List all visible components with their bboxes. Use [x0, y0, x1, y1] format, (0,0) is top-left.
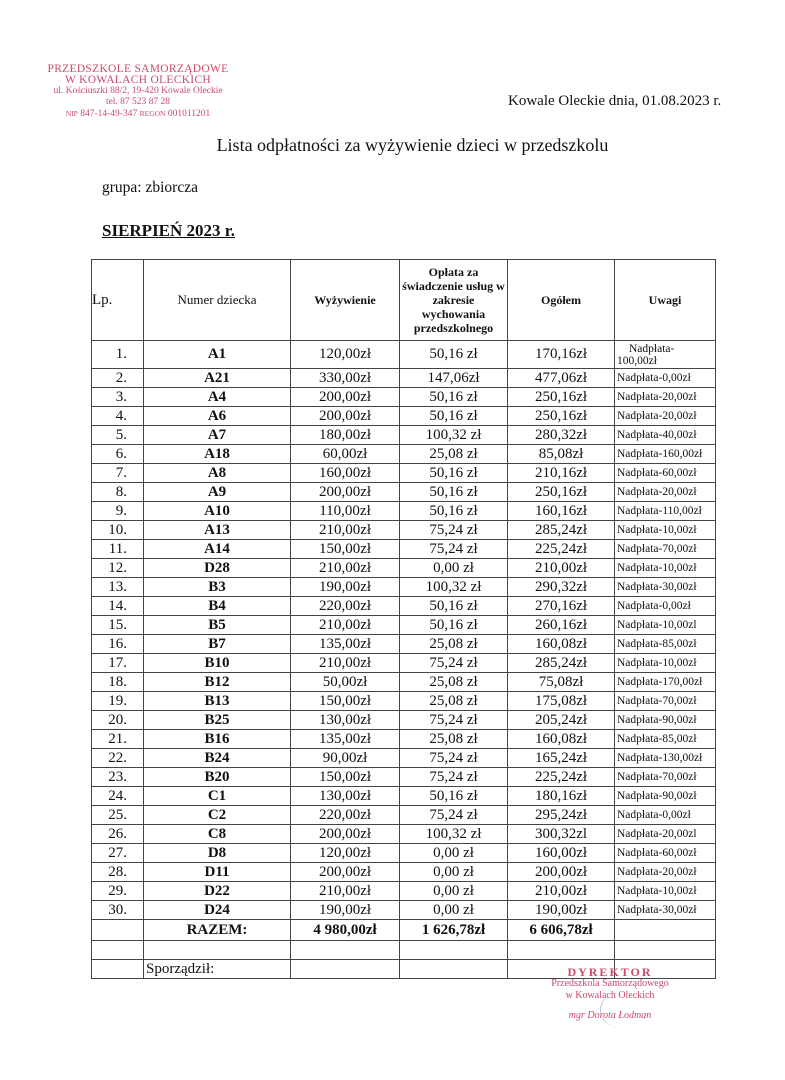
- row-note: Nadpłata-20,00zl: [615, 825, 716, 844]
- row-child-number: A21: [144, 369, 291, 388]
- row-service-fee: 0,00 zł: [400, 559, 508, 578]
- row-child-number: B7: [144, 635, 291, 654]
- totals-label: RAZEM:: [144, 920, 291, 941]
- row-lp: 9.: [92, 502, 144, 521]
- table-row: [92, 388, 716, 407]
- row-meals: 90,00zł: [291, 749, 400, 768]
- table-row: [92, 635, 716, 654]
- row-lp: 15.: [92, 616, 144, 635]
- row-total: 205,24zł: [508, 711, 615, 730]
- header-notes: Uwagi: [615, 260, 716, 341]
- director-institution: Przedszkola Samorządowego: [551, 978, 669, 989]
- row-lp: 19.: [92, 692, 144, 711]
- row-meals: 220,00zł: [291, 597, 400, 616]
- row-lp: 10.: [92, 521, 144, 540]
- row-note: Nadpłata-20,00zł: [615, 388, 716, 407]
- row-total: 260,16zł: [508, 616, 615, 635]
- table-row: [92, 502, 716, 521]
- table-row: [92, 692, 716, 711]
- row-child-number: B13: [144, 692, 291, 711]
- table-row: [92, 711, 716, 730]
- row-meals: 120,00zł: [291, 341, 400, 369]
- row-lp: 30.: [92, 901, 144, 920]
- header-service-fee: Opłata za świadczenie usług w zakresie wychowania przedszkolnego: [400, 260, 508, 341]
- row-total: 210,00zł: [508, 882, 615, 901]
- row-note: Nadpłata-10,00zł: [615, 882, 716, 901]
- row-service-fee: 75,24 zł: [400, 654, 508, 673]
- row-child-number: D11: [144, 863, 291, 882]
- row-meals: 200,00zł: [291, 407, 400, 426]
- row-note: Nadpłata-170,00zł: [615, 673, 716, 692]
- empty-cell: [291, 941, 400, 960]
- table-row: [92, 844, 716, 863]
- row-total: 160,08zł: [508, 635, 615, 654]
- row-service-fee: 25,08 zł: [400, 673, 508, 692]
- row-child-number: B10: [144, 654, 291, 673]
- row-note: Nadpłata-85,00zł: [615, 730, 716, 749]
- header-child-number: Numer dziecka: [144, 260, 291, 341]
- row-total: 285,24zł: [508, 521, 615, 540]
- row-service-fee: 100,32 zł: [400, 825, 508, 844]
- table-row: [92, 369, 716, 388]
- row-service-fee: 50,16 zł: [400, 341, 508, 369]
- empty-cell: [92, 941, 144, 960]
- row-meals: 160,00zł: [291, 464, 400, 483]
- row-total: 300,32zl: [508, 825, 615, 844]
- row-service-fee: 75,24 zł: [400, 768, 508, 787]
- row-note: Nadpłata-160,00zł: [615, 445, 716, 464]
- row-meals: 150,00zł: [291, 768, 400, 787]
- table-row: [92, 768, 716, 787]
- stamp-phone: tel. 87 523 87 28: [105, 97, 171, 107]
- header-lp: Lp.: [92, 260, 144, 341]
- row-child-number: A4: [144, 388, 291, 407]
- table-row: [92, 901, 716, 920]
- empty-cell: [400, 960, 508, 979]
- fees-table: [91, 259, 716, 979]
- row-note: Nadpłata-60,00zł: [615, 844, 716, 863]
- row-lp: 17.: [92, 654, 144, 673]
- row-child-number: B25: [144, 711, 291, 730]
- row-child-number: B16: [144, 730, 291, 749]
- row-note: Nadpłata-40,00zł: [615, 426, 716, 445]
- empty-cell: [615, 941, 716, 960]
- row-lp: 20.: [92, 711, 144, 730]
- director-name: mgr Dorota Łodman: [568, 1010, 652, 1021]
- table-row: [92, 341, 716, 369]
- row-lp: 24.: [92, 787, 144, 806]
- row-total: 270,16zł: [508, 597, 615, 616]
- row-lp: 23.: [92, 768, 144, 787]
- row-note: Nadpłata-0,00zł: [615, 369, 716, 388]
- row-child-number: B5: [144, 616, 291, 635]
- row-meals: 130,00zł: [291, 711, 400, 730]
- row-child-number: A18: [144, 445, 291, 464]
- row-service-fee: 50,16 zł: [400, 464, 508, 483]
- row-total: 210,00zł: [508, 559, 615, 578]
- row-child-number: B3: [144, 578, 291, 597]
- row-lp: 25.: [92, 806, 144, 825]
- table-row: [92, 787, 716, 806]
- totals-total: 6 606,78zł: [508, 920, 615, 941]
- row-child-number: A1: [144, 341, 291, 369]
- row-lp: 4.: [92, 407, 144, 426]
- row-total: 295,24zł: [508, 806, 615, 825]
- row-total: 175,08zł: [508, 692, 615, 711]
- table-row: [92, 825, 716, 844]
- row-note: [615, 341, 716, 369]
- row-meals: 130,00zł: [291, 787, 400, 806]
- row-total: 75,08zł: [508, 673, 615, 692]
- row-meals: 210,00zł: [291, 521, 400, 540]
- table-row: [92, 597, 716, 616]
- row-meals: 200,00zł: [291, 825, 400, 844]
- row-meals: 135,00zł: [291, 730, 400, 749]
- row-total: 250,16zł: [508, 483, 615, 502]
- row-lp: 16.: [92, 635, 144, 654]
- row-note: Nadpłata-10,00zł: [615, 559, 716, 578]
- row-service-fee: 25,08 zł: [400, 730, 508, 749]
- row-lp: 11.: [92, 540, 144, 559]
- row-child-number: A10: [144, 502, 291, 521]
- row-child-number: A13: [144, 521, 291, 540]
- table-row: [92, 730, 716, 749]
- empty-cell: [291, 960, 400, 979]
- stamp-regon-label: REGON: [139, 109, 166, 118]
- row-lp: 29.: [92, 882, 144, 901]
- row-meals: 200,00zł: [291, 483, 400, 502]
- row-service-fee: 75,24 zł: [400, 521, 508, 540]
- empty-cell: [400, 941, 508, 960]
- row-service-fee: 50,16 zł: [400, 502, 508, 521]
- row-service-fee: 50,16 zł: [400, 388, 508, 407]
- row-service-fee: 75,24 zł: [400, 749, 508, 768]
- row-note: Nadpłata-70,00zł: [615, 692, 716, 711]
- row-meals: 210,00zł: [291, 654, 400, 673]
- group-label: grupa: zbiorcza: [102, 179, 198, 196]
- row-total: 160,16zł: [508, 502, 615, 521]
- row-child-number: C2: [144, 806, 291, 825]
- row-child-number: C1: [144, 787, 291, 806]
- row-total: 85,08zł: [508, 445, 615, 464]
- row-total: 250,16zł: [508, 388, 615, 407]
- prepared-by-label: Sporządził:: [144, 960, 291, 979]
- row-total: 285,24zł: [508, 654, 615, 673]
- row-total: 200,00zł: [508, 863, 615, 882]
- row-lp: 5.: [92, 426, 144, 445]
- row-total: 160,08zł: [508, 730, 615, 749]
- table-row: [92, 806, 716, 825]
- row-meals: 190,00zł: [291, 901, 400, 920]
- row-service-fee: 0,00 zł: [400, 882, 508, 901]
- row-note: Nadpłata-70,00zł: [615, 768, 716, 787]
- row-total: 160,00zł: [508, 844, 615, 863]
- row-service-fee: 100,32 zł: [400, 578, 508, 597]
- row-meals: 200,00zł: [291, 863, 400, 882]
- director-title: DYREKTOR: [567, 965, 653, 979]
- row-total: 290,32zł: [508, 578, 615, 597]
- row-service-fee: 50,16 zł: [400, 597, 508, 616]
- table-row: [92, 882, 716, 901]
- row-meals: 210,00zł: [291, 882, 400, 901]
- row-note: Nadpłata-70,00zł: [615, 540, 716, 559]
- row-note: Nadpłata-0,00zł: [615, 806, 716, 825]
- row-total: 280,32zł: [508, 426, 615, 445]
- row-service-fee: 0,00 zł: [400, 844, 508, 863]
- table-row: [92, 445, 716, 464]
- stamp-nip-label: NIP: [65, 109, 78, 118]
- table-row: [92, 863, 716, 882]
- stamp-address: ul. Kościuszki 88/2, 19-420 Kowale Oleckie: [53, 86, 223, 96]
- table-body: [92, 341, 716, 920]
- row-lp: 6.: [92, 445, 144, 464]
- stamp-regon: 001011201: [167, 109, 211, 119]
- stamp-ids: [18, 108, 258, 120]
- row-child-number: D8: [144, 844, 291, 863]
- totals-row: [92, 920, 716, 941]
- row-lp: 2.: [92, 369, 144, 388]
- row-child-number: B4: [144, 597, 291, 616]
- row-child-number: D28: [144, 559, 291, 578]
- row-lp: 21.: [92, 730, 144, 749]
- totals-notes-empty: [615, 920, 716, 941]
- row-service-fee: 147,06zł: [400, 369, 508, 388]
- row-service-fee: 0,00 zł: [400, 863, 508, 882]
- row-total: 225,24zł: [508, 540, 615, 559]
- row-lp: 22.: [92, 749, 144, 768]
- row-note: Nadpłata-90,00zł: [615, 787, 716, 806]
- stamp-line-1: PRZEDSZKOLE SAMORZĄDOWE: [47, 63, 229, 75]
- row-note: Nadpłata-30,00zł: [615, 901, 716, 920]
- row-note: Nadpłata-20,00zł: [615, 863, 716, 882]
- row-lp: 14.: [92, 597, 144, 616]
- row-meals: 60,00zł: [291, 445, 400, 464]
- row-service-fee: 100,32 zł: [400, 426, 508, 445]
- row-service-fee: 75,24 zł: [400, 540, 508, 559]
- row-note: Nadpłata-20,00zł: [615, 483, 716, 502]
- totals-empty-cell: [92, 920, 144, 941]
- row-service-fee: 50,16 zł: [400, 407, 508, 426]
- empty-cell: [144, 941, 291, 960]
- table-row: [92, 521, 716, 540]
- row-total: 250,16zł: [508, 407, 615, 426]
- row-child-number: A7: [144, 426, 291, 445]
- row-child-number: A14: [144, 540, 291, 559]
- empty-cell: [92, 960, 144, 979]
- row-meals: 150,00zł: [291, 692, 400, 711]
- row-note: Nadpłata-110,00zł: [615, 502, 716, 521]
- row-meals: 120,00zł: [291, 844, 400, 863]
- row-meals: 135,00zł: [291, 635, 400, 654]
- row-service-fee: 0,00 zł: [400, 901, 508, 920]
- row-service-fee: 75,24 zł: [400, 806, 508, 825]
- row-lp: 13.: [92, 578, 144, 597]
- row-child-number: B12: [144, 673, 291, 692]
- table-row: [92, 483, 716, 502]
- table-row: [92, 559, 716, 578]
- row-total: 477,06zł: [508, 369, 615, 388]
- signature-mark: [600, 992, 641, 1028]
- row-service-fee: 50,16 zł: [400, 787, 508, 806]
- stamp-nip: 847-14-49-347: [80, 109, 138, 119]
- row-total: 210,16zł: [508, 464, 615, 483]
- row-service-fee: 25,08 zł: [400, 635, 508, 654]
- row-child-number: D22: [144, 882, 291, 901]
- row-child-number: A6: [144, 407, 291, 426]
- row-lp: 12.: [92, 559, 144, 578]
- row-lp: 26.: [92, 825, 144, 844]
- row-lp: 1.: [92, 341, 144, 369]
- header-meals: Wyżywienie: [291, 260, 400, 341]
- row-note: Nadpłata-60,00zł: [615, 464, 716, 483]
- row-total: 180,16zł: [508, 787, 615, 806]
- row-note: Nadpłata-130,00zł: [615, 749, 716, 768]
- institution-stamp: [18, 64, 258, 120]
- totals-fee: 1 626,78zł: [400, 920, 508, 941]
- row-child-number: B20: [144, 768, 291, 787]
- row-meals: 190,00zł: [291, 578, 400, 597]
- row-total: 165,24zł: [508, 749, 615, 768]
- row-total: 170,16zł: [508, 341, 615, 369]
- row-meals: 330,00zł: [291, 369, 400, 388]
- row-note: Nadpłata-10,00zl: [615, 616, 716, 635]
- row-note: Nadpłata-10,00zł: [615, 521, 716, 540]
- month-heading: SIERPIEŃ 2023 r.: [102, 221, 236, 240]
- table-row: [92, 540, 716, 559]
- empty-row: [92, 941, 716, 960]
- header-total: Ogółem: [508, 260, 615, 341]
- row-lp: 8.: [92, 483, 144, 502]
- row-note: Nadpłata-0,00zł: [615, 597, 716, 616]
- row-meals: 180,00zł: [291, 426, 400, 445]
- stamp-line-2: W KOWALACH OLECKICH: [64, 74, 212, 86]
- row-lp: 3.: [92, 388, 144, 407]
- table-row: [92, 578, 716, 597]
- place-date: Kowale Oleckie dnia, 01.08.2023 r.: [508, 93, 722, 109]
- table-header-row: [92, 260, 716, 341]
- row-note: Nadpłata-10,00zł: [615, 654, 716, 673]
- table-row: [92, 673, 716, 692]
- table-row: [92, 464, 716, 483]
- row-service-fee: 25,08 zł: [400, 692, 508, 711]
- row-note-part-1: Nadpłata-: [629, 342, 675, 355]
- row-child-number: A9: [144, 483, 291, 502]
- table-row: [92, 616, 716, 635]
- row-meals: 200,00zł: [291, 388, 400, 407]
- row-child-number: A8: [144, 464, 291, 483]
- table-row: [92, 749, 716, 768]
- row-child-number: B24: [144, 749, 291, 768]
- row-service-fee: 75,24 zł: [400, 711, 508, 730]
- row-child-number: D24: [144, 901, 291, 920]
- row-meals: 220,00zł: [291, 806, 400, 825]
- row-total: 225,24zł: [508, 768, 615, 787]
- row-note-part-2: 100,00zł: [617, 354, 657, 367]
- row-note: Nadpłata-85,00zł: [615, 635, 716, 654]
- row-lp: 7.: [92, 464, 144, 483]
- director-location: w Kowalach Oleckich: [565, 990, 655, 1001]
- totals-meals: 4 980,00zł: [291, 920, 400, 941]
- row-child-number: C8: [144, 825, 291, 844]
- row-lp: 28.: [92, 863, 144, 882]
- row-note: Nadpłata-30,00zł: [615, 578, 716, 597]
- row-note: Nadpłata-90,00zł: [615, 711, 716, 730]
- row-note: Nadpłata-20,00zł: [615, 407, 716, 426]
- row-lp: 18.: [92, 673, 144, 692]
- row-service-fee: 25,08 zł: [400, 445, 508, 464]
- empty-cell: [508, 941, 615, 960]
- table-row: [92, 654, 716, 673]
- row-meals: 210,00zł: [291, 559, 400, 578]
- row-lp: 27.: [92, 844, 144, 863]
- table-row: [92, 426, 716, 445]
- row-service-fee: 50,16 zł: [400, 616, 508, 635]
- row-meals: 110,00zł: [291, 502, 400, 521]
- row-meals: 150,00zł: [291, 540, 400, 559]
- row-total: 190,00zł: [508, 901, 615, 920]
- row-meals: 210,00zł: [291, 616, 400, 635]
- row-service-fee: 50,16 zł: [400, 483, 508, 502]
- document-title: Lista odpłatności za wyżywienie dzieci w przedszkolu: [216, 135, 609, 155]
- table-row: [92, 407, 716, 426]
- row-meals: 50,00zł: [291, 673, 400, 692]
